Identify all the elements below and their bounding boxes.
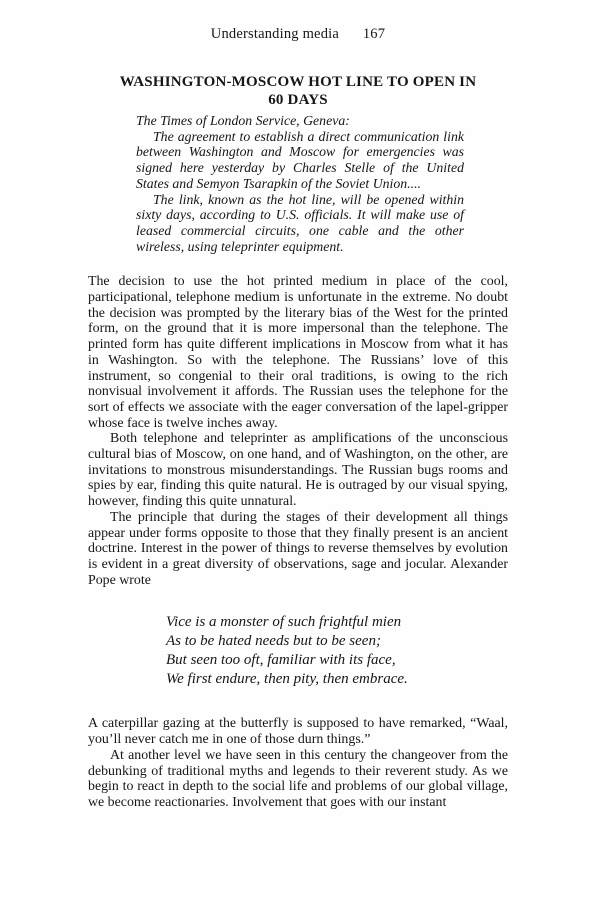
- body-paragraph: The decision to use the hot printed medium in place of the cool, participational, telephone medium is unfortunate in the extreme. No doubt the decision was prompted by the literary bias of the West for the printed form, on the ground that it is more impersonal than the telephone. The printed form has quite different implications in Moscow from what it has in Washington. So with the telephone. The Russians’ love of this instrument, so congenial to their oral traditions, is owing to the rich nonvisual involvement it affords. The Russian uses the telephone for the sort of effects we associate with the eager conversation of the lapel-gripper whose face is twelve inches away.: [88, 274, 508, 431]
- running-head: [88, 26, 508, 42]
- body-text-after-verse: [88, 716, 508, 810]
- verse-line: We first endure, then pity, then embrace.: [166, 671, 408, 688]
- newspaper-extract: [136, 113, 464, 254]
- page-number: 167: [362, 26, 386, 42]
- headline-line-2: 60 DAYS: [268, 91, 328, 108]
- body-paragraph: The principle that during the stages of their development all things appear under forms opposite to those that they finally present is an ancient doctrine. Interest in the power of things to reverse themselves by evolution is evident in a great diversity of observations, sage and jocular. Alexander Pope wrote: [88, 509, 508, 588]
- body-paragraph: At another level we have seen in this century the changeover from the debunking of traditional myths and legends to their reverent study. As we begin to react in depth to the social life and problems of our global village, we become reactionaries. Involvement that goes with our instant: [88, 747, 508, 810]
- headline-line-1: WASHINGTON-MOSCOW HOT LINE TO OPEN IN: [119, 74, 477, 90]
- pope-verse: [166, 613, 508, 689]
- body-paragraph: A caterpillar gazing at the butterfly is supposed to have remarked, “Waal, you’ll never catch me in one of those durn things.”: [88, 716, 508, 748]
- verse-line: Vice is a monster of such frightful mien: [166, 614, 402, 631]
- body-text: [88, 274, 508, 588]
- article-headline: [88, 74, 508, 109]
- extract-attribution: The Times of London Service, Geneva:: [136, 113, 350, 128]
- verse-line: As to be hated needs but to be seen;: [166, 633, 381, 650]
- extract-paragraph: The link, known as the hot line, will be opened within sixty days, according to U.S. officials. It will make use of leased commercial circuits, one cable and the other wireless, using teleprinter equipment.: [136, 191, 464, 254]
- running-head-title: Understanding media: [210, 26, 340, 42]
- verse-line: But seen too oft, familiar with its face,: [166, 652, 396, 669]
- body-paragraph: Both telephone and teleprinter as amplifications of the unconscious cultural bias of Moscow, on one hand, and of Washington, on the other, are invitations to monstrous misunderstandings. The Russian bugs rooms and spies by ear, finding this quite natural. He is outraged by our visual spying, however, finding this quite unnatural.: [88, 431, 508, 510]
- extract-paragraph: The agreement to establish a direct communication link between Washington and Moscow for emergencies was signed here yesterday by Charles Stelle of the United States and Semyon Tsarapkin of the Soviet Union....: [136, 128, 464, 191]
